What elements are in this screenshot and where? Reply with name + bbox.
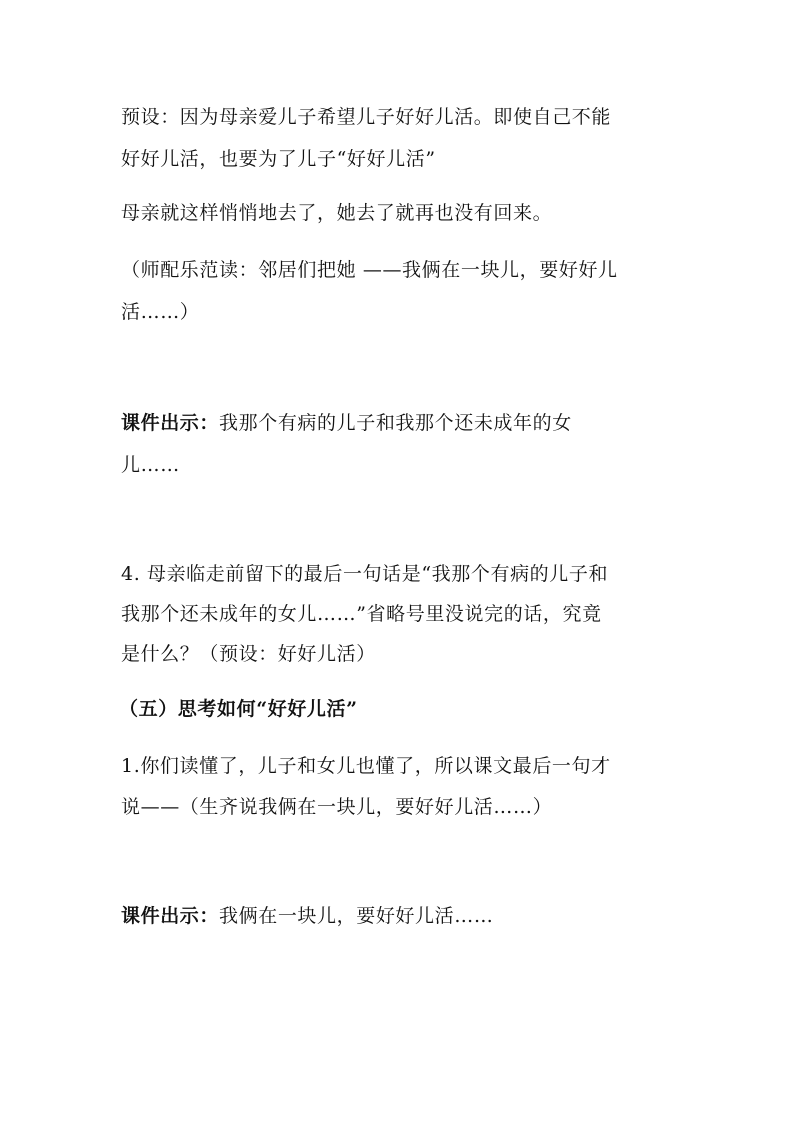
slide-label-2: 课件出示：	[121, 905, 220, 927]
question-4-line-2: 我那个还未成年的女儿……”省略号里没说完的话，究竟	[121, 603, 602, 625]
preset-paragraph-line-1: 预设：因为母亲爱儿子希望儿子好好儿活。即使自己不能	[121, 106, 612, 128]
question-4-line-3: 是什么？（预设：好好儿活）	[121, 643, 376, 665]
question-1-line-1: 1.你们读懂了，儿子和女儿也懂了，所以课文最后一句才	[121, 755, 611, 777]
slide-text-2: 我俩在一块儿，要好好儿活……	[219, 905, 494, 927]
section-5-heading: （五）思考如何“好好儿活”	[119, 698, 358, 720]
slide-display-1	[121, 411, 572, 435]
slide-display-1-line-2: 儿……	[121, 454, 180, 476]
preset-paragraph-line-2: 好好儿活，也要为了儿子“好好儿活”	[121, 148, 436, 170]
question-1-line-2: 说——（生齐说我俩在一块儿，要好好儿活……）	[121, 796, 553, 818]
question-4-line-1: 4. 母亲临走前留下的最后一句话是“我那个有病的儿子和	[121, 563, 609, 585]
teacher-reading-line-2: 活……）	[121, 301, 200, 323]
mother-left-paragraph: 母亲就这样悄悄地去了，她去了就再也没有回来。	[121, 202, 553, 224]
slide-text-1: 我那个有病的儿子和我那个还未成年的女	[219, 412, 572, 434]
teacher-reading-line-1: （师配乐范读：邻居们把她 ——我俩在一块儿，要好好儿	[121, 259, 618, 281]
slide-label-1: 课件出示：	[121, 412, 220, 434]
slide-display-2	[121, 904, 493, 928]
